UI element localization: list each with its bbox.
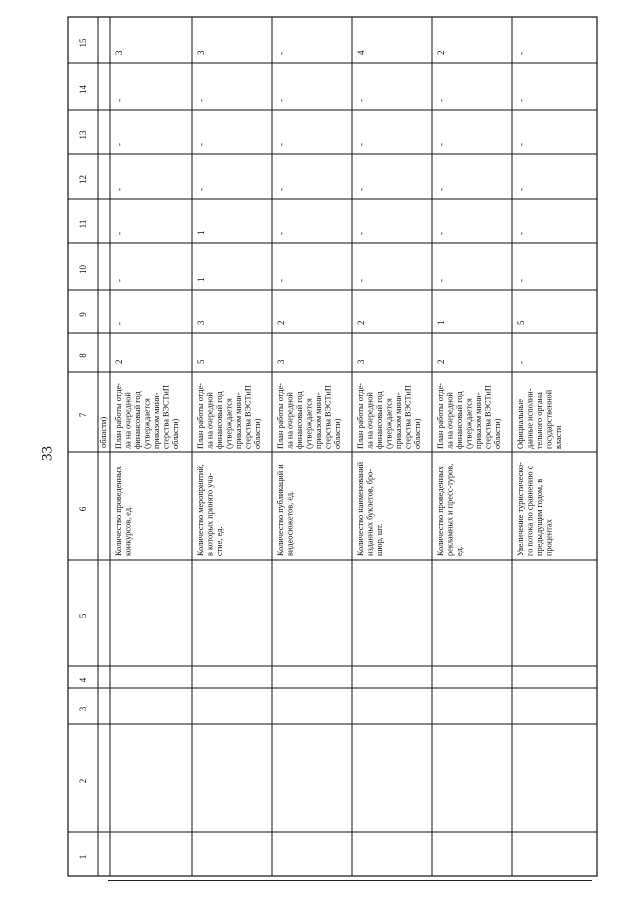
row-3-col15-value: - [276,52,286,55]
row-6-source-line: данные исполни- [525,388,535,449]
row-1-col10-value: - [114,279,124,282]
row-5-source-line: ла на очередной [445,392,455,449]
row-4-source-line: области) [413,418,422,449]
row-5-source-line: (утверждается [464,398,474,449]
row-4-col10-value: - [356,279,366,282]
row-2-indicator-line: Количество мероприятий, [196,464,205,556]
row-2-source-line: финансовый год [215,391,224,449]
row-1-source-line: (утверждается [142,398,152,449]
row-6-source-line: государственной [544,389,554,449]
column-header-14: 14 [78,85,88,94]
column-header-9: 9 [78,312,88,317]
row-5-source-line: приказом мини- [474,392,483,449]
row-6-col15-value: - [516,52,526,55]
row-5-col13-value: - [436,143,446,146]
row-5-col12-value: - [436,188,446,191]
row-4-col9-value: 2 [356,320,366,325]
row-6-indicator-line: предыдущим годом, в [535,478,544,556]
column-header-13: 13 [78,130,88,140]
row-1-indicator-line: конкурсов, ед. [123,505,133,556]
row-2-col14-value: - [196,99,206,102]
column-header-1: 1 [78,854,88,860]
row-2-source-line: области) [253,418,262,449]
row-6-col10-value: - [516,279,526,282]
row-6-col11-value: - [516,232,526,235]
row-5-source-line: области) [493,418,502,449]
bottom-rule [108,880,592,881]
column-header-10: 10 [78,265,88,274]
column-header-15: 15 [78,38,88,48]
row-3-indicator-line: видеосюжетов, ед. [285,490,295,556]
row-5-source-line: стерства ВЭСТиП [483,385,493,449]
row-4-source-line: (утверждается [384,398,394,449]
row-1-col11-value: - [114,232,124,235]
column-header-11: 11 [78,219,88,229]
row-1-source-line: финансовый год [133,391,142,449]
column-header-2: 2 [78,778,88,784]
row-3-source-line: области) [333,418,342,449]
row-5-col14-value: - [436,99,446,102]
row-4-source-line: ла на очередной [365,392,375,449]
row-6-indicator-line: Увеличение туристическо- [516,462,525,556]
row-3-source-line: стерства ВЭСТиП [323,385,333,449]
continuation-text: области) [98,416,108,448]
row-4-col12-value: - [356,188,366,191]
row-3-col11-value: - [276,232,286,235]
row-3-source-line: приказом мини- [314,392,323,449]
row-2-source-line: стерства ВЭСТиП [243,385,253,449]
row-3-source-line: ла на очередной [285,392,295,449]
row-5-source-line: финансовый год [455,391,464,449]
row-6-col14-value: - [516,99,526,102]
page-number: 33 [39,446,56,461]
row-4-indicator-line: Количество наименований [356,461,365,556]
row-6-col9-value: 5 [516,320,526,325]
row-6-source-line: власти [554,425,563,449]
row-2-col11-value: 1 [196,230,206,235]
row-3-col9-value: 2 [276,320,286,325]
row-1-col13-value: - [114,143,124,146]
row-1-source-line: стерства ВЭСТиП [161,385,171,449]
row-6-indicator-line: го потока по сравнению с [525,465,535,556]
row-3-col10-value: - [276,279,286,282]
row-5-col9-value: 1 [436,320,446,325]
row-5-col11-value: - [436,232,446,235]
row-4-col15-value: 4 [356,50,366,55]
row-1-col9-value: - [114,322,124,325]
row-5-source-line: План работы отде- [436,383,445,449]
row-6-source-line: тельного органа [535,392,544,449]
row-4-source-line: приказом мини- [394,392,403,449]
row-3-source-line: финансовый год [295,391,304,449]
row-4-col11-value: - [356,232,366,235]
row-1-source-line: ла на очередной [123,392,133,449]
row-2-source-line: (утверждается [224,398,234,449]
row-1-col15-value: 3 [114,50,124,55]
row-6-col8-value: - [516,361,526,364]
row-5-col10-value: - [436,279,446,282]
row-4-source-line: финансовый год [375,391,384,449]
row-4-indicator-line: шюр, шт. [375,523,384,556]
row-3-col13-value: - [276,143,286,146]
row-3-col14-value: - [276,99,286,102]
row-1-col8-value: 2 [114,359,124,364]
row-6-indicator-line: процентах [544,519,554,556]
row-2-source-line: ла на очередной [205,392,215,449]
row-3-indicator-line: Количество публикаций и [276,464,285,556]
column-header-4: 4 [78,677,88,683]
row-5-indicator-line: рекламных и пресс-туров, [445,463,455,556]
row-6-source-line: Официальные [516,398,525,449]
row-4-col8-value: 3 [356,359,366,364]
row-4-source-line: стерства ВЭСТиП [403,385,413,449]
row-5-indicator-line: ед. [455,546,464,556]
row-4-col14-value: - [356,99,366,102]
column-header-8: 8 [78,353,88,358]
row-1-source-line: области) [171,418,180,449]
row-4-indicator-line: изданных буклетов, бро- [365,468,375,556]
row-3-source-line: План работы отде- [276,383,285,449]
column-header-6: 6 [78,506,88,512]
row-2-col15-value: 3 [196,50,206,55]
row-3-col8-value: 3 [276,359,286,364]
row-4-col13-value: - [356,143,366,146]
row-1-indicator-line: Количество проведенных [114,466,123,556]
column-header-7: 7 [78,412,88,418]
row-3-source-line: (утверждается [304,398,314,449]
row-1-col14-value: - [114,99,124,102]
column-header-12: 12 [78,175,88,184]
row-1-source-line: План работы отде- [114,383,123,449]
row-5-col8-value: 2 [436,359,446,364]
row-2-col12-value: - [196,188,206,191]
row-1-source-line: приказом мини- [152,392,161,449]
row-2-indicator-line: в которых принято уча- [205,472,215,556]
row-2-indicator-line: стие, ед. [215,526,224,556]
row-4-source-line: План работы отде- [356,383,365,449]
row-1-col12-value: - [114,188,124,191]
row-2-source-line: приказом мини- [234,392,243,449]
row-2-col13-value: - [196,143,206,146]
row-2-col10-value: 1 [196,277,206,282]
row-2-source-line: План работы отде- [196,383,205,449]
row-2-col9-value: 3 [196,320,206,325]
column-header-3: 3 [78,706,88,712]
row-5-col15-value: 2 [436,50,446,55]
column-header-5: 5 [78,613,88,619]
row-2-col8-value: 5 [196,359,206,364]
row-6-col12-value: - [516,188,526,191]
row-6-col13-value: - [516,143,526,146]
row-3-col12-value: - [276,188,286,191]
row-5-indicator-line: Количество проведенных [436,466,445,556]
